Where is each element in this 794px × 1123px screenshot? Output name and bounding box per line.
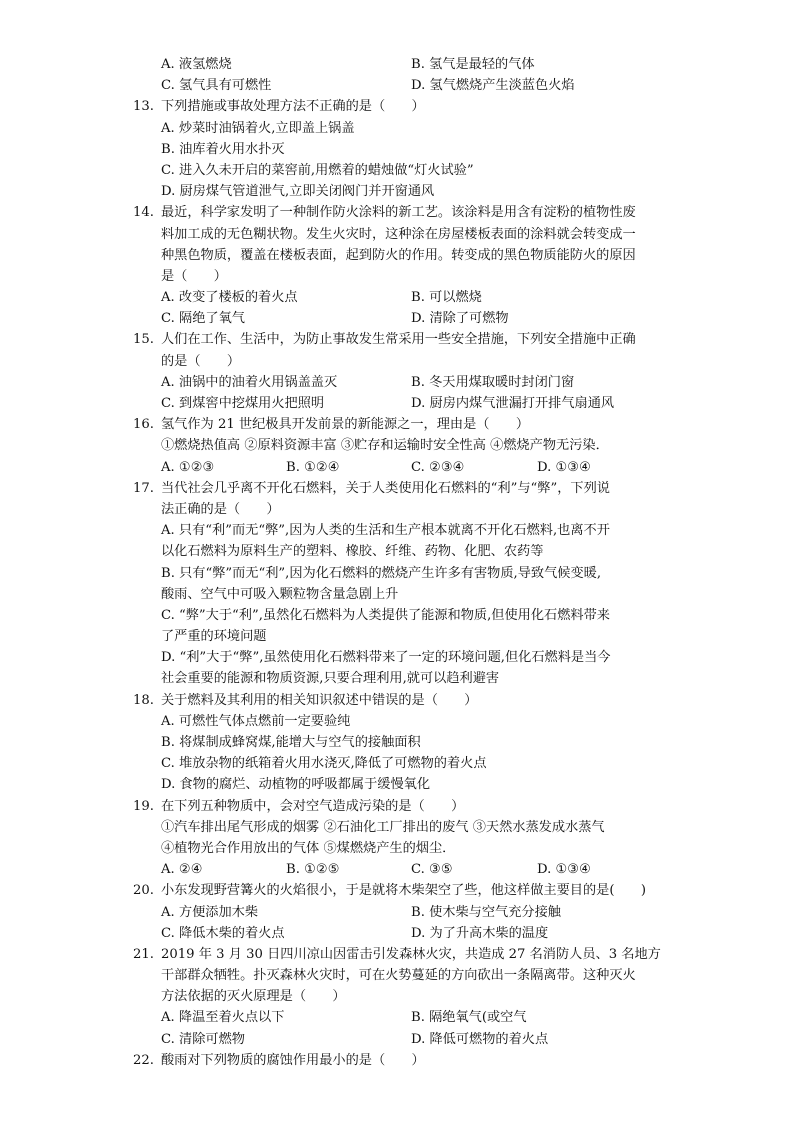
q16-number: 16. <box>133 417 154 433</box>
q17-option-a-2: 以化石燃料为原料生产的塑料、橡胶、纤维、药物、化肥、农药等 <box>161 544 544 560</box>
q15-stem-1: 人们在工作、生活中，为防止事故发生常采用一些安全措施，下列安全措施中正确 <box>161 332 636 348</box>
q19-stem-2: ①汽车排出尾气形成的烟雾 ②石油化工厂排出的废气 ③天然水蒸发成水蒸气 <box>161 819 605 835</box>
q15-stem-2: 的是（ ） <box>161 353 241 369</box>
q21-stem-1: 2019 年 3 月 30 日四川凉山因雷击引发森林火灾，共造成 27 名消防人员、3 名地方 <box>161 946 661 962</box>
q19-option-a: A. ②④ <box>161 862 203 878</box>
q17-stem-2: 法正确的是（ ） <box>161 501 280 517</box>
q20-option-d: D. 为了升高木柴的温度 <box>411 925 549 941</box>
q14-stem-3: 种黑色物质，覆盖在楼板表面，起到防火的作用。转变成的黑色物质能防火的原因 <box>161 247 636 263</box>
q20-stem-line <box>0 880 794 901</box>
q14-option-c: C. 隔绝了氧气 <box>161 311 245 327</box>
q12-option-a: A. 液氢燃烧 <box>161 57 232 72</box>
q13-stem: 下列措施或事故处理方法不正确的是（ ） <box>161 99 425 115</box>
q21-option-c: C. 清除可燃物 <box>161 1031 245 1047</box>
q17-option-b-2: 酸雨、空气中可吸入颗粒物含量急剧上升 <box>161 586 399 602</box>
q12-option-c: C. 氢气具有可燃性 <box>161 78 272 94</box>
q21-option-a: A. 降温至着火点以下 <box>161 1010 285 1026</box>
q14-stem-line <box>0 202 794 223</box>
q16-stem-2: ①燃烧热值高 ②原料资源丰富 ③贮存和运输时安全性高 ④燃烧产物无污染． <box>161 438 609 454</box>
q13-option-c: C. 进入久未开启的菜窖前,用燃着的蜡烛做“灯火试验” <box>161 162 474 178</box>
q18-option-d: D. 食物的腐烂、动植物的呼吸都属于缓慢氧化 <box>161 777 431 793</box>
q18-option-a: A. 可燃性气体点燃前一定要验纯 <box>161 713 351 729</box>
q19-option-c: C. ③⑤ <box>411 862 453 878</box>
q18-stem-line <box>0 690 794 711</box>
q14-option-b: B. 可以燃烧 <box>411 290 482 306</box>
q15-option-d: D. 厨房内煤气泄漏打开排气扇通风 <box>411 396 615 411</box>
q17-option-b-1: B. 只有“弊”而无“利”,因为化石燃料的燃烧产生许多有害物质,导致气候变暖, <box>161 565 602 581</box>
q14-stem-1: 最近，科学家发明了一种制作防火涂料的新工艺。该涂料是用含有淀粉的植物性废 <box>161 205 636 221</box>
q14-option-a: A. 改变了楼板的着火点 <box>161 290 298 306</box>
q16-option-c: C. ②③④ <box>411 459 465 475</box>
q15-option-c: C. 到煤窖中挖煤用火把照明 <box>161 396 325 411</box>
q21-stem-2: 干部群众牺牲。扑灭森林火灾时，可在火势蔓延的方向砍出一条隔离带。这种灭火 <box>161 968 636 984</box>
q14-stem-2: 料加工成的无色糊状物。发生火灾时，这种涂在房屋楼板表面的涂料就会转变成一 <box>161 226 636 242</box>
q19-stem-line <box>0 796 794 817</box>
q15-number: 15. <box>133 332 154 348</box>
q16-stem-1: 氢气作为 21 世纪极具开发前景的新能源之一，理由是（ ） <box>161 417 530 433</box>
q19-option-b: B. ①②⑤ <box>286 862 340 878</box>
q21-option-b: B. 隔绝氧气(或空气 <box>411 1010 527 1026</box>
q21-stem-line <box>0 944 794 965</box>
q18-stem: 关于燃料及其利用的相关知识叙述中错误的是（ ） <box>161 692 478 708</box>
q12-row2 <box>0 75 794 96</box>
q21-stem-3: 方法依据的灭火原理是（ ） <box>161 989 346 1005</box>
q19-number: 19. <box>133 798 154 814</box>
q15-option-a: A. 油锅中的油着火用锅盖盖灭 <box>161 374 338 390</box>
q16-stem-line <box>0 414 794 435</box>
q17-option-d-2: 社会重要的能源和物质资源,只要合理利用,就可以趋利避害 <box>161 671 500 687</box>
q17-option-c-1: C. “弊”大于“利”,虽然化石燃料为人类提供了能源和物质,但使用化石燃料带来 <box>161 607 610 623</box>
q13-option-b: B. 油库着火用水扑灭 <box>161 141 285 157</box>
q16-option-a: A. ①②③ <box>161 459 215 475</box>
q18-number: 18. <box>133 692 154 708</box>
q14-stem-4: 是（ ） <box>161 268 227 284</box>
q20-option-a: A. 方便添加木柴 <box>161 904 259 920</box>
q17-number: 17. <box>133 480 154 496</box>
q12-option-d: D. 氢气燃烧产生淡蓝色火焰 <box>411 78 575 94</box>
q20-option-c: C. 降低木柴的着火点 <box>161 925 285 941</box>
q20-number: 20. <box>133 883 154 899</box>
q16-option-d: D. ①③④ <box>537 459 591 475</box>
q13-option-a: A. 炒菜时油锅着火,立即盖上锅盖 <box>161 120 355 136</box>
q17-option-c-2: 了严重的环境问题 <box>161 629 267 645</box>
q22-stem: 酸雨对下列物质的腐蚀作用最小的是（ ） <box>161 1052 425 1068</box>
q16-option-b: B. ①②④ <box>286 459 340 475</box>
q17-stem-line <box>0 478 794 499</box>
q19-stem: 在下列五种物质中，会对空气造成污染的是（ ） <box>161 798 465 814</box>
exam-page <box>0 54 794 1071</box>
q13-number: 13. <box>133 99 154 115</box>
q17-stem-1: 当代社会几乎离不开化石燃料，关于人类使用化石燃料的“利”与“弊”，下列说 <box>161 480 610 496</box>
q19-stem-3: ④植物光合作用放出的气体 ⑤煤燃烧产生的烟尘． <box>161 840 456 856</box>
q21-number: 21. <box>133 946 154 962</box>
q13-stem-line <box>0 96 794 117</box>
q15-option-b: B. 冬天用煤取暖时封闭门窗 <box>411 374 575 390</box>
q20-option-b: B. 使木柴与空气充分接触 <box>411 904 561 920</box>
q18-option-b: B. 将煤制成蜂窝煤,能增大与空气的接触面积 <box>161 735 421 750</box>
q21-option-d: D. 降低可燃物的着火点 <box>411 1031 549 1047</box>
q12-row1 <box>0 54 794 75</box>
q19-option-d: D. ①③④ <box>537 862 591 878</box>
q13-option-d: D. 厨房煤气管道泄气,立即关闭阀门并开窗通风 <box>161 184 435 200</box>
q22-number: 22. <box>133 1052 154 1068</box>
q20-stem: 小东发现野营篝火的火焰很小，于是就将木柴架空了些，他这样做主要目的是( ) <box>161 883 647 899</box>
q18-option-c: C. 堆放杂物的纸箱着火用水浇灭,降低了可燃物的着火点 <box>161 756 487 772</box>
q22-stem-line <box>0 1050 794 1071</box>
q12-option-b: B. 氢气是最轻的气体 <box>411 57 535 72</box>
q15-stem-line <box>0 329 794 350</box>
q14-option-d: D. 清除了可燃物 <box>411 311 509 327</box>
q14-number: 14. <box>133 205 154 221</box>
q17-option-d-1: D. “利”大于“弊”,虽然使用化石燃料带来了一定的环境问题,但化石燃料是当今 <box>161 650 611 666</box>
q17-option-a-1: A. 只有“利”而无“弊”,因为人类的生活和生产根本就离不开化石燃料,也离不开 <box>161 523 610 539</box>
